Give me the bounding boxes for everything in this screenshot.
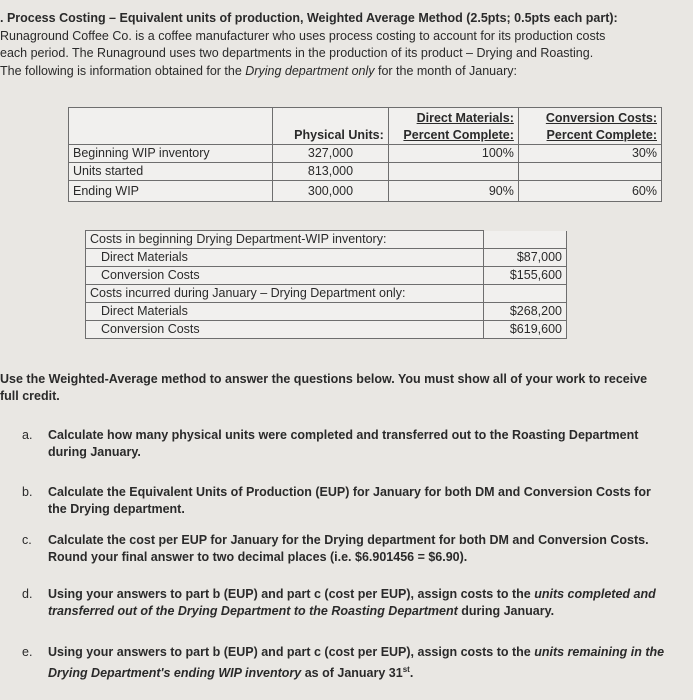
intro-line: The following is information obtained for the Drying department only for the month of January: bbox=[0, 63, 517, 78]
cost-value: $268,200 bbox=[484, 303, 567, 321]
question-text: Calculate how many physical units were completed and transferred out to the Roasting Department during January. bbox=[48, 428, 639, 459]
table-row bbox=[69, 145, 662, 163]
question-letter: a. bbox=[22, 428, 33, 442]
question-letter: e. bbox=[22, 645, 33, 659]
cc-percent-cell: 60% bbox=[518, 181, 661, 202]
question-text: Calculate the Equivalent Units of Production (EUP) for January for both DM and Conversion Costs for the Drying department. bbox=[48, 485, 651, 516]
table-row bbox=[86, 231, 567, 249]
cost-value: $155,600 bbox=[484, 267, 567, 285]
dm-percent-cell: 90% bbox=[388, 181, 518, 202]
question-d bbox=[22, 586, 672, 620]
units-table-header bbox=[69, 108, 662, 145]
cc-percent-cell: 30% bbox=[518, 145, 661, 163]
question-letter: d. bbox=[22, 587, 33, 601]
header-direct-materials: Direct Materials: Percent Complete: bbox=[388, 108, 518, 145]
question-text: Using your answers to part b (EUP) and part c (cost per EUP), assign costs to the units remaining in the Drying Department's ending WIP inventory as of January 31st. bbox=[48, 645, 665, 681]
table-row bbox=[86, 303, 567, 321]
cost-label: Direct Materials bbox=[86, 249, 484, 267]
instructions-line: Use the Weighted-Average method to answer the questions below. You must show all of your work to receive bbox=[0, 372, 648, 386]
table-row bbox=[69, 163, 662, 181]
section-heading: Costs incurred during January – Drying Department only: bbox=[86, 285, 484, 303]
table-row bbox=[86, 285, 567, 303]
table-row bbox=[86, 267, 567, 285]
header-physical-units: Physical Units: bbox=[273, 108, 389, 145]
cost-label: Direct Materials bbox=[86, 303, 484, 321]
dm-percent-cell bbox=[388, 163, 518, 181]
blank-cell bbox=[484, 285, 567, 303]
instructions bbox=[0, 371, 690, 405]
question-e bbox=[22, 644, 672, 682]
intro-line: each period. The Runaground uses two departments in the production of its product – Drying and Roasting. bbox=[0, 46, 594, 60]
cost-value: $619,600 bbox=[484, 321, 567, 339]
physical-units-cell: 300,000 bbox=[273, 181, 389, 202]
cost-table bbox=[85, 230, 567, 339]
question-text: Using your answers to part b (EUP) and part c (cost per EUP), assign costs to the units completed and transferred out of the Drying Department to the Roasting Department during January. bbox=[48, 587, 656, 618]
cost-label: Conversion Costs bbox=[86, 321, 484, 339]
intro-line: Runaground Coffee Co. is a coffee manufacturer who uses process costing to account for its production costs bbox=[0, 28, 606, 43]
table-row bbox=[86, 321, 567, 339]
section-heading: Costs in beginning Drying Department-WIP inventory: bbox=[86, 231, 484, 249]
cc-percent-cell bbox=[518, 163, 661, 181]
header-conversion-costs: Conversion Costs: Percent Complete: bbox=[518, 108, 661, 145]
blank-cell bbox=[484, 231, 567, 249]
instructions-line: full credit. bbox=[0, 389, 60, 403]
row-label: Beginning WIP inventory bbox=[69, 145, 273, 163]
question-letter: c. bbox=[22, 533, 32, 547]
physical-units-cell: 813,000 bbox=[273, 163, 389, 181]
dm-percent-cell: 100% bbox=[388, 145, 518, 163]
question-a bbox=[22, 427, 672, 461]
question-text: Calculate the cost per EUP for January for the Drying department for both DM and Conversion Costs. Round your final answer to two decimal places (i.e. $6.901456 = $6.90). bbox=[48, 533, 649, 564]
table-row bbox=[86, 249, 567, 267]
header-blank bbox=[69, 108, 273, 145]
question-c bbox=[22, 532, 672, 566]
cost-label: Conversion Costs bbox=[86, 267, 484, 285]
question-b bbox=[22, 484, 672, 518]
problem-heading: . Process Costing – Equivalent units of production, Weighted Average Method (2.5pts; 0.5pts each part): bbox=[0, 11, 618, 25]
table-row bbox=[69, 181, 662, 202]
units-table bbox=[68, 107, 662, 202]
question-letter: b. bbox=[22, 485, 33, 499]
problem-intro bbox=[0, 10, 690, 80]
physical-units-cell: 327,000 bbox=[273, 145, 389, 163]
cost-value: $87,000 bbox=[484, 249, 567, 267]
row-label: Units started bbox=[69, 163, 273, 181]
row-label: Ending WIP bbox=[69, 181, 273, 202]
